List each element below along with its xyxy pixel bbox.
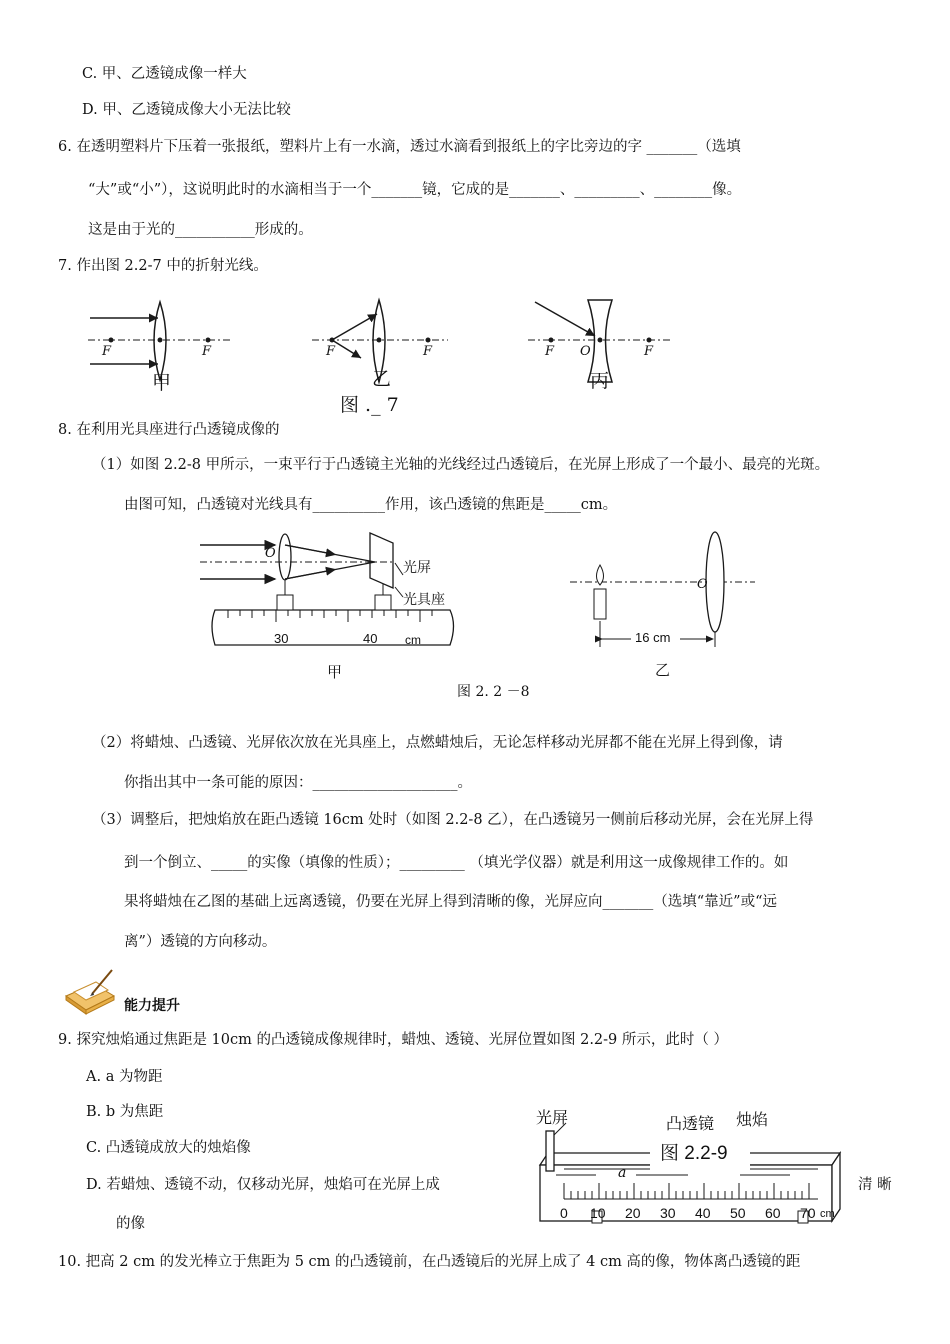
screen-leader (395, 563, 403, 575)
yi-label-o: O (697, 577, 708, 592)
jia-label-f-right: F (202, 344, 212, 359)
tick-10: 10 (590, 1205, 606, 1221)
section-heading: 能力提升 (124, 998, 180, 1014)
jia-label-f-left: F (102, 344, 112, 359)
tick-70: 70 (800, 1205, 816, 1221)
screen-holder (375, 595, 391, 610)
q9-option-c: C. 凸透镜成放大的烛焰像 (86, 1140, 251, 1156)
q6-line1: 6. 在透明塑料片下压着一张报纸，塑料片上有一水滴，透过水滴看到报纸上的字比旁边的字 _______（选填 (58, 139, 741, 155)
yi-focus-right (426, 338, 431, 343)
jia-focus-left (109, 338, 114, 343)
q5-option-d: D. 甲、乙透镜成像大小无法比较 (82, 102, 291, 118)
q8-1-line2: 由图可知，凸透镜对光线具有__________作用，该凸透镜的焦距是_____cm。 (124, 497, 618, 513)
figure-2-2-9-caption: 图 2.2-9 (660, 1143, 728, 1164)
q9-option-b: B. b 为焦距 (86, 1104, 164, 1120)
tick-60: 60 (765, 1205, 781, 1221)
fig228-jia-label: 甲 (327, 663, 343, 681)
q8-3-line2: 到一个倒立、_____的实像（填像的性质）；_________ （填光学仪器）就是利用这一成像规律工作的。如 (124, 855, 789, 871)
q6-line3: 这是由于光的___________形成的。 (88, 222, 313, 238)
q8-3-line3: 果将蜡烛在乙图的基础上远离透镜，仍要在光屏上得到清晰的像，光屏应向_______（选填“靠近”或“远 (124, 894, 777, 910)
unit-cm: cm (405, 633, 421, 647)
label-screen: 光屏 (403, 560, 431, 576)
light-screen (370, 533, 393, 588)
figure-2-2-9 (530, 1105, 850, 1230)
q8-3-line4: 离”）透镜的方向移动。 (124, 934, 277, 950)
jia-center (158, 338, 163, 343)
lens-holder (277, 595, 293, 610)
fig228-yi-label: 乙 (655, 661, 671, 679)
screen-board (546, 1131, 554, 1171)
q9-option-d: D. 若蜡烛、透镜不动，仅移动光屏，烛焰可在光屏上成 (86, 1177, 440, 1193)
figure-2-2-7 (80, 290, 700, 420)
dist-16cm: 16 cm (635, 630, 671, 645)
q8-1-line1: （1）如图 2.2-8 甲所示，一束平行于凸透镜主光轴的光线经过凸透镜后，在光屏上形成了一个最小、最亮的光斑。 (92, 457, 830, 473)
yi-ray-up (332, 314, 377, 340)
yi-lens (706, 532, 724, 632)
q5-option-c: C. 甲、乙透镜成像一样大 (82, 66, 247, 82)
q9-option-d-line2: 的像 (116, 1216, 145, 1232)
bing-label: 丙 (590, 370, 610, 392)
ability-section-icon (62, 966, 118, 1016)
tick-20: 20 (625, 1205, 641, 1221)
q9-option-d-tail: 清 晰 (858, 1177, 892, 1193)
fig229-label-lens: 凸透镜 (666, 1114, 715, 1133)
q8-3-line1: （3）调整后，把烛焰放在距凸透镜 16cm 处时（如图 2.2-8 乙），在凸透镜另一侧前后移动光屏，会在光屏上得 (92, 812, 814, 828)
q8-text: 8. 在利用光具座进行凸透镜成像的 (58, 422, 280, 438)
yi-center (377, 338, 382, 343)
figure-2-2-8-caption: 图 2. 2 －8 (457, 684, 530, 700)
yi-ray-down (332, 340, 361, 358)
jia-lens (279, 534, 291, 580)
label-bench: 光具座 (403, 592, 445, 608)
q8-2-line1: （2）将蜡烛、凸透镜、光屏依次放在光具座上，点燃蜡烛后，无论怎样移动光屏都不能在光屏上得到像，请 (92, 735, 783, 751)
bing-focus-left (549, 338, 554, 343)
candle-flame (597, 565, 604, 585)
jia-label-o: O (265, 546, 276, 561)
yi-label-f-right: F (423, 344, 433, 359)
tick-40: 40 (695, 1205, 711, 1221)
tick-50: 50 (730, 1205, 746, 1221)
bing-ray (535, 302, 595, 336)
ray-top-arrow (285, 545, 335, 555)
ray-bottom-arrow (285, 570, 335, 580)
candle-body (594, 589, 606, 619)
yi-label: 乙 (372, 368, 392, 390)
tick-30: 30 (660, 1205, 676, 1221)
bench-leader (395, 587, 403, 597)
figure-2-2-7-caption: 图 ._ 7 (340, 394, 399, 416)
q9-option-a: A. a 为物距 (86, 1069, 163, 1085)
q9-text: 9. 探究烛焰通过焦距是 10cm 的凸透镜成像规律时，蜡烛、透镜、光屏位置如图 2.2-9 所示，此时（ ） (58, 1032, 728, 1048)
bing-center (598, 338, 603, 343)
jia-label: 甲 (152, 372, 172, 394)
fig229-label-screen: 光屏 (536, 1108, 569, 1127)
q10-text: 10. 把高 2 cm 的发光棒立于焦距为 5 cm 的凸透镜前，在凸透镜后的光屏上成了 4 cm 高的像，物体离凸透镜的距 (58, 1254, 801, 1270)
jia-focus-right (206, 338, 211, 343)
yi-label-f-left: F (326, 344, 336, 359)
tick-0: 0 (560, 1205, 568, 1221)
bing-focus-right (647, 338, 652, 343)
fig229-label-flame: 烛焰 (736, 1110, 769, 1129)
yi-focus-left (330, 338, 335, 343)
q7-text: 7. 作出图 2.2-7 中的折射光线。 (58, 258, 268, 274)
fig229-unit-cm: cm (820, 1208, 835, 1220)
bing-label-f-right: F (644, 344, 654, 359)
figure-2-2-8 (195, 525, 775, 705)
tick-40: 40 (363, 631, 378, 646)
q6-line2: “大”或“小”），这说明此时的水滴相当于一个_______镜，它成的是_______、_________、________像。 (88, 182, 742, 198)
bing-label-o: O (580, 344, 591, 359)
bing-label-f-left: F (545, 344, 555, 359)
q8-2-line2: 你指出其中一条可能的原因：____________________。 (124, 775, 472, 791)
label-a: a (618, 1165, 627, 1181)
figure-2-2-8-drawing (195, 525, 775, 705)
tick-30: 30 (274, 631, 289, 646)
